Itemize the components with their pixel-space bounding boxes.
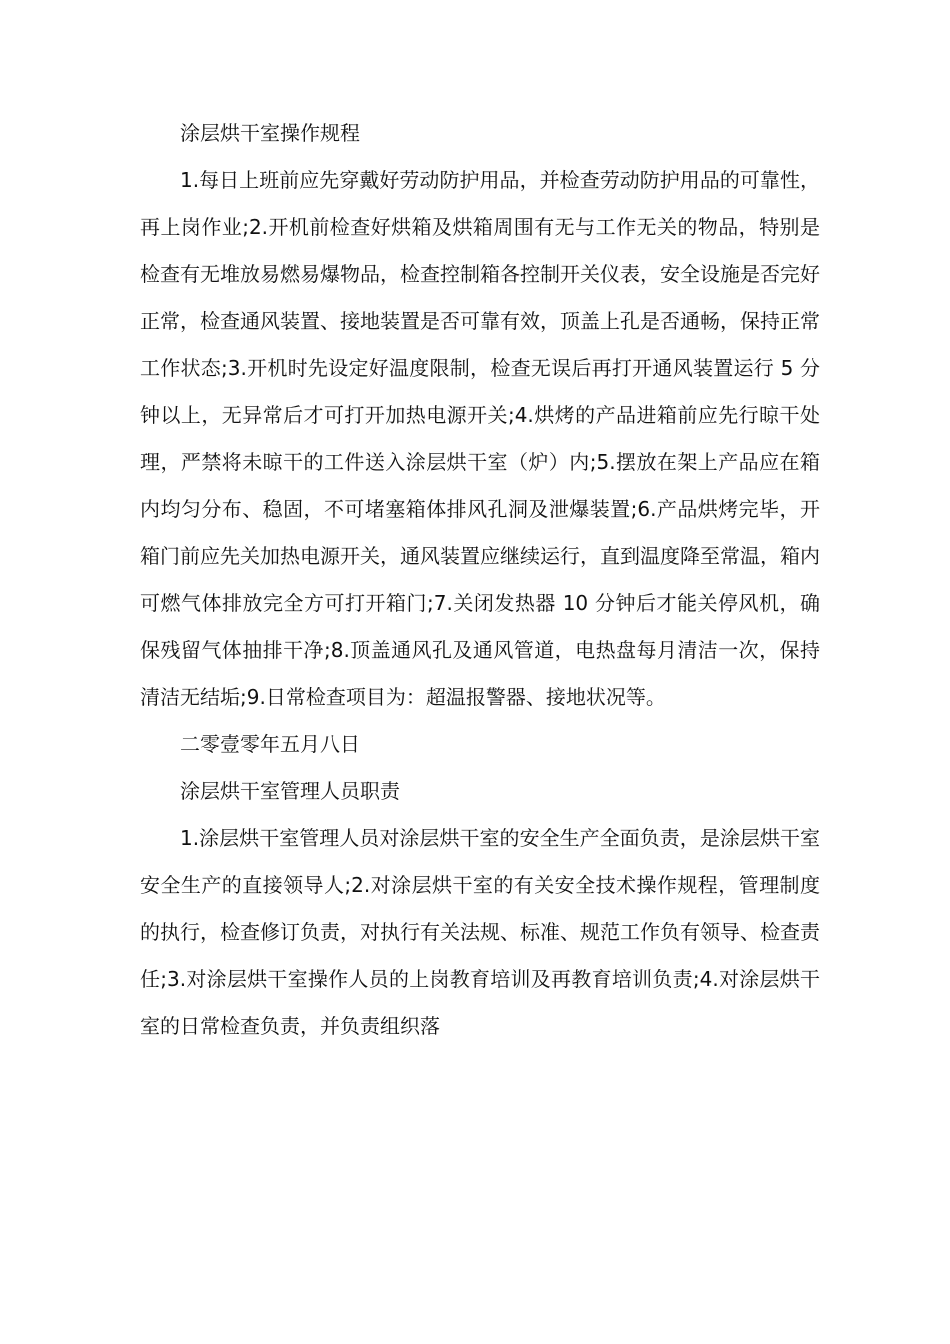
document-body <box>140 110 820 1050</box>
operation-rules-paragraph: 1.每日上班前应先穿戴好劳动防护用品，并检查劳动防护用品的可靠性，再上岗作业;2.开机前检查好烘箱及烘箱周围有无与工作无关的物品，特别是检查有无堆放易燃易爆物品，检查控制箱各控制开关仪表，安全设施是否完好正常，检查通风装置、接地装置是否可靠有效，顶盖上孔是否通畅，保持正常工作状态;3.开机时先设定好温度限制，检查无误后再打开通风装置运行 5 分钟以上，无异常后才可打开加热电源开关;4.烘烤的产品进箱前应先行晾干处理，严禁将未晾干的工件送入涂层烘干室（炉）内;5.摆放在架上产品应在箱内均匀分布、稳固，不可堵塞箱体排风孔洞及泄爆装置;6.产品烘烤完毕，开箱门前应先关加热电源开关，通风装置应继续运行，直到温度降至常温，箱内可燃气体排放完全方可打开箱门;7.关闭发热器 10 分钟后才能关停风机，确保残留气体抽排干净;8.顶盖通风孔及通风管道，电热盘每月清洁一次，保持清洁无结垢;9.日常检查项目为：超温报警器、接地状况等。 <box>140 168 820 709</box>
document-date: 二零壹零年五月八日 <box>180 732 360 756</box>
section-title-manager-duties: 涂层烘干室管理人员职责 <box>180 779 400 803</box>
manager-duties-paragraph: 1.涂层烘干室管理人员对涂层烘干室的安全生产全面负责，是涂层烘干室安全生产的直接领导人;2.对涂层烘干室的有关安全技术操作规程，管理制度的执行，检查修订负责，对执行有关法规、标准、规范工作负有领导、检查责任;3.对涂层烘干室操作人员的上岗教育培训及再教育培训负责;4.对涂层烘干室的日常检查负责，并负责组织落 <box>140 826 820 1038</box>
section-title-operation-rules: 涂层烘干室操作规程 <box>180 121 360 145</box>
